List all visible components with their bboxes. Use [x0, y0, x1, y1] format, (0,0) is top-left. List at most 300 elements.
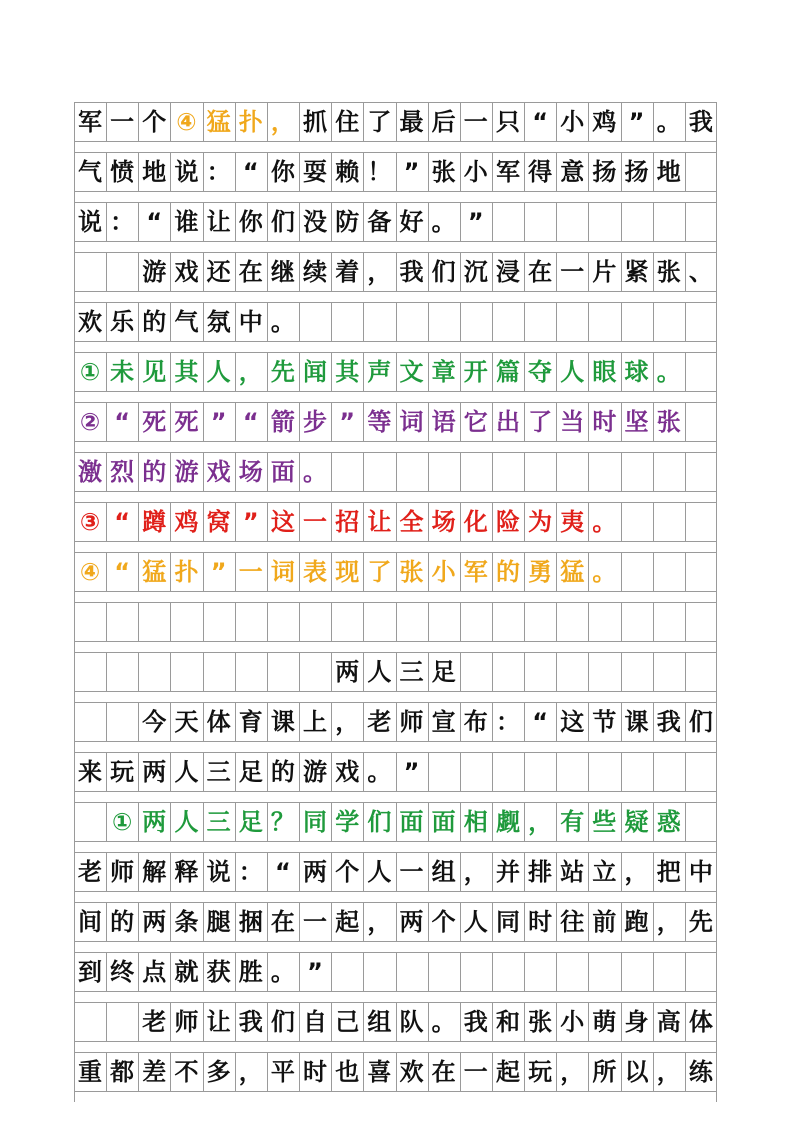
grid-character: 的	[270, 758, 295, 786]
grid-character: 的	[110, 908, 135, 936]
grid-character: 两	[335, 658, 360, 686]
grid-character: 些	[592, 808, 617, 836]
grid-character: 死	[174, 408, 199, 436]
grid-character: ，	[335, 708, 360, 736]
grid-character: 面	[399, 808, 424, 836]
grid-character: 有	[560, 808, 585, 836]
grid-character: 张	[399, 558, 424, 586]
grid-character: 险	[495, 508, 520, 536]
grid-character: 立	[592, 858, 617, 886]
grid-character: 一	[560, 258, 585, 286]
row-spacer	[74, 342, 717, 352]
grid-character: 都	[110, 1058, 135, 1086]
grid-character: 一	[238, 558, 263, 586]
grid-character: 坚	[624, 408, 649, 436]
row-spacer	[74, 992, 717, 1002]
grid-character: 组	[431, 858, 456, 886]
grid-character: 的	[142, 308, 167, 336]
grid-character: 后	[431, 108, 456, 136]
grid-character: 眼	[592, 358, 617, 386]
grid-character: ③	[79, 508, 101, 536]
grid-cells	[74, 602, 717, 642]
grid-character: 们	[270, 208, 295, 236]
grid-character: ②	[79, 408, 101, 436]
grid-character: 差	[142, 1058, 167, 1086]
row-spacer	[74, 892, 717, 902]
grid-character: 三	[399, 658, 424, 686]
grid-character: 跑	[624, 908, 649, 936]
grid-character: 这	[270, 508, 295, 536]
grid-character: 气	[78, 158, 102, 186]
grid-character: 两	[399, 908, 424, 936]
grid-character: 体	[206, 708, 231, 736]
grid-character: ？	[270, 808, 295, 836]
grid-character: 捆	[238, 908, 263, 936]
grid-character: 一	[399, 858, 424, 886]
grid-character: 游	[174, 458, 199, 486]
grid-character: ”	[210, 408, 227, 436]
grid-character: 释	[174, 858, 199, 886]
grid-character: 闻	[303, 358, 328, 386]
grid-character: 好	[399, 208, 424, 236]
row-spacer	[74, 242, 717, 252]
grid-character: 了	[367, 558, 392, 586]
row-spacer	[74, 642, 717, 652]
grid-character: 文	[399, 358, 424, 386]
grid-character: 篇	[495, 358, 520, 386]
grid-character: 到	[78, 958, 102, 986]
grid-character: “	[242, 158, 259, 186]
grid-character: 老	[78, 858, 102, 886]
grid-character: 窝	[206, 508, 231, 536]
grid-character: 欢	[399, 1058, 424, 1086]
grid-character: 布	[463, 708, 488, 736]
grid-character: 着	[335, 258, 360, 286]
grid-character: 章	[431, 358, 456, 386]
grid-character: 乐	[110, 308, 135, 336]
grid-character: 一	[303, 908, 328, 936]
grid-character: 两	[142, 908, 167, 936]
grid-character: 步	[303, 408, 328, 436]
grid-character: ，	[238, 1058, 263, 1086]
grid-character: 张	[656, 258, 681, 286]
grid-character: ”	[242, 508, 259, 536]
grid-character: 足	[238, 758, 263, 786]
grid-character: 猛	[206, 108, 231, 136]
grid-character: 人	[463, 908, 488, 936]
grid-character: 片	[592, 258, 617, 286]
grid-character: 、	[688, 258, 713, 286]
grid-character: 蹲	[142, 508, 167, 536]
grid-character: 平	[270, 1058, 295, 1086]
grid-character: 。	[656, 108, 681, 136]
grid-row	[74, 1002, 717, 1052]
grid-character: 愤	[110, 158, 135, 186]
grid-character: ：	[110, 208, 135, 236]
grid-row	[74, 1052, 717, 1102]
grid-row	[74, 252, 717, 302]
row-spacer	[74, 542, 717, 552]
grid-character: ，	[238, 358, 263, 386]
grid-character: 开	[463, 358, 488, 386]
grid-character: 喜	[367, 1058, 392, 1086]
grid-character: ！	[367, 158, 392, 186]
grid-character: 前	[592, 908, 617, 936]
grid-character: 高	[656, 1008, 681, 1036]
grid-character: 扬	[624, 158, 649, 186]
row-spacer	[74, 592, 717, 602]
grid-character: 扬	[592, 158, 617, 186]
grid-character: 出	[495, 408, 520, 436]
row-spacer	[74, 492, 717, 502]
grid-character: 们	[367, 808, 392, 836]
grid-character: 师	[399, 708, 424, 736]
row-spacer	[74, 842, 717, 852]
grid-character: 多	[206, 1058, 231, 1086]
grid-character: 张	[431, 158, 456, 186]
grid-character: ，	[624, 858, 649, 886]
grid-character: 招	[335, 508, 360, 536]
grid-character: 游	[303, 758, 328, 786]
grid-character: 猛	[142, 558, 167, 586]
grid-character: 军	[78, 108, 102, 136]
grid-character: 烈	[110, 458, 135, 486]
grid-character: 育	[238, 708, 263, 736]
grid-character: 一	[463, 1058, 488, 1086]
grid-row	[74, 452, 717, 502]
grid-character: 中	[238, 308, 263, 336]
grid-character: 上	[303, 708, 328, 736]
grid-character: 见	[142, 358, 167, 386]
grid-character: 我	[463, 1008, 488, 1036]
grid-character: “	[114, 508, 131, 536]
row-spacer	[74, 192, 717, 202]
grid-character: 所	[592, 1058, 617, 1086]
grid-character: 猛	[560, 558, 585, 586]
manuscript-grid-paper	[74, 102, 717, 1100]
grid-character: 其	[335, 358, 360, 386]
grid-character: 在	[270, 908, 295, 936]
grid-character: 球	[624, 358, 649, 386]
grid-character: 两	[142, 758, 167, 786]
grid-character: 表	[303, 558, 328, 586]
grid-character: ，	[367, 258, 392, 286]
grid-character: 两	[142, 808, 167, 836]
grid-character: 没	[303, 208, 328, 236]
row-spacer	[74, 792, 717, 802]
grid-character: 鸡	[174, 508, 199, 536]
grid-character: 天	[174, 708, 199, 736]
grid-character: 间	[78, 908, 102, 936]
grid-character: 了	[367, 108, 392, 136]
grid-character: ，	[656, 1058, 681, 1086]
grid-character: 。	[303, 458, 328, 486]
grid-character: 我	[656, 708, 681, 736]
grid-character: “	[242, 408, 259, 436]
grid-character: 往	[560, 908, 585, 936]
grid-row	[74, 102, 717, 152]
grid-character: 终	[110, 958, 135, 986]
grid-character: 条	[174, 908, 199, 936]
grid-character: 己	[335, 1008, 360, 1036]
grid-character: 让	[367, 508, 392, 536]
grid-character: 也	[335, 1058, 360, 1086]
grid-character: 等	[367, 408, 392, 436]
grid-character: ：	[206, 158, 231, 186]
grid-character: 全	[399, 508, 424, 536]
grid-character: 在	[528, 258, 553, 286]
grid-character: 现	[335, 558, 360, 586]
grid-row	[74, 852, 717, 902]
grid-character: 们	[270, 1008, 295, 1036]
grid-character: 这	[560, 708, 585, 736]
grid-character: 老	[367, 708, 392, 736]
grid-character: 了	[528, 408, 553, 436]
grid-character: 三	[206, 808, 231, 836]
grid-character: ，	[463, 858, 488, 886]
grid-character: 玩	[110, 758, 135, 786]
grid-character: “	[146, 208, 163, 236]
grid-character: 你	[270, 158, 295, 186]
grid-character: 夺	[528, 358, 553, 386]
grid-character: 相	[463, 808, 488, 836]
grid-character: ”	[628, 108, 645, 136]
grid-character: 戏	[335, 758, 360, 786]
grid-character: 排	[528, 858, 553, 886]
row-spacer	[74, 942, 717, 952]
grid-row	[74, 302, 717, 352]
grid-character: 获	[206, 958, 231, 986]
grid-character: ”	[403, 758, 420, 786]
grid-character: 把	[656, 858, 681, 886]
grid-character: 小	[431, 558, 456, 586]
grid-character: ”	[339, 408, 356, 436]
grid-character: 一	[303, 508, 328, 536]
grid-character: ：	[495, 708, 520, 736]
grid-character: 节	[592, 708, 617, 736]
grid-row	[74, 352, 717, 402]
row-spacer	[74, 692, 717, 702]
grid-character: 备	[367, 208, 392, 236]
grid-character: 师	[110, 858, 135, 886]
grid-character: 赖	[335, 158, 360, 186]
grid-character: 还	[206, 258, 231, 286]
grid-character: 点	[142, 958, 167, 986]
grid-character: 说	[174, 158, 199, 186]
grid-character: 们	[431, 258, 456, 286]
grid-character: 张	[656, 408, 681, 436]
grid-character: 一	[463, 108, 488, 136]
grid-character: 练	[688, 1058, 713, 1086]
grid-character: 让	[206, 1008, 231, 1036]
grid-character: 我	[238, 1008, 263, 1036]
grid-character: 。	[431, 208, 456, 236]
grid-character: 续	[303, 258, 328, 286]
grid-character: 让	[206, 208, 231, 236]
row-spacer	[74, 442, 717, 452]
grid-character: 时	[592, 408, 617, 436]
grid-character: 自	[303, 1008, 328, 1036]
grid-character: 地	[656, 158, 681, 186]
grid-character: 解	[142, 858, 167, 886]
grid-character: 在	[238, 258, 263, 286]
grid-character: 说	[206, 858, 231, 886]
grid-character: 的	[495, 558, 520, 586]
grid-character: 起	[335, 908, 360, 936]
grid-character: 腿	[206, 908, 231, 936]
grid-character: 来	[78, 758, 102, 786]
grid-character: 最	[399, 108, 424, 136]
grid-character: 体	[688, 1008, 713, 1036]
grid-character: “	[114, 408, 131, 436]
grid-character: 人	[560, 358, 585, 386]
grid-character: 玩	[528, 1058, 553, 1086]
grid-row	[74, 502, 717, 552]
grid-character: 课	[270, 708, 295, 736]
grid-character: 先	[688, 908, 713, 936]
grid-character: 队	[399, 1008, 424, 1036]
grid-character: 我	[688, 108, 713, 136]
grid-character: 老	[142, 1008, 167, 1036]
grid-character: 词	[399, 408, 424, 436]
grid-character: 疑	[624, 808, 649, 836]
grid-character: ，	[656, 908, 681, 936]
grid-character: ①	[111, 808, 133, 836]
grid-character: ”	[403, 158, 420, 186]
grid-row	[74, 702, 717, 752]
grid-row	[74, 952, 717, 1002]
grid-character: 萌	[592, 1008, 617, 1036]
grid-character: 沉	[463, 258, 488, 286]
grid-character: 军	[463, 558, 488, 586]
grid-character: 组	[367, 1008, 392, 1036]
grid-character: 耍	[303, 158, 328, 186]
grid-character: 扑	[174, 558, 199, 586]
grid-character: 以	[624, 1058, 649, 1086]
grid-character: “	[532, 108, 548, 136]
grid-character: 在	[431, 1058, 456, 1086]
grid-character: 就	[174, 958, 199, 986]
grid-character: 一	[110, 108, 135, 136]
grid-character: 鸡	[592, 108, 617, 136]
grid-character: 游	[142, 258, 167, 286]
grid-character: 人	[367, 658, 392, 686]
grid-character: 并	[495, 858, 520, 886]
grid-character: 。	[270, 308, 295, 336]
grid-character: 人	[174, 758, 199, 786]
grid-character: 同	[495, 908, 520, 936]
grid-character: 住	[335, 108, 360, 136]
grid-character: 继	[270, 258, 295, 286]
grid-character: 夷	[560, 508, 585, 536]
grid-character: ，	[270, 108, 295, 136]
grid-character: 今	[142, 708, 167, 736]
grid-character: 小	[560, 108, 585, 136]
grid-row	[74, 202, 717, 252]
grid-character: 词	[270, 558, 295, 586]
grid-character: ”	[210, 558, 227, 586]
grid-character: ：	[238, 858, 263, 886]
grid-character: 面	[270, 458, 295, 486]
grid-character: 氛	[206, 308, 231, 336]
grid-character: 激	[78, 458, 102, 486]
grid-character: 得	[528, 158, 553, 186]
grid-row	[74, 802, 717, 852]
row-spacer	[74, 392, 717, 402]
grid-character: 重	[78, 1058, 102, 1086]
grid-character: ”	[307, 958, 323, 986]
grid-character: 时	[528, 908, 553, 936]
grid-character: “	[275, 858, 291, 886]
grid-character: 其	[174, 358, 199, 386]
grid-row	[74, 152, 717, 202]
grid-character: 只	[495, 108, 520, 136]
grid-character: 你	[238, 208, 263, 236]
grid-character: 身	[624, 1008, 649, 1036]
grid-character: 紧	[624, 258, 649, 286]
grid-character: 地	[142, 158, 167, 186]
grid-character: 张	[528, 1008, 553, 1036]
grid-row	[74, 602, 717, 652]
grid-character: 站	[560, 858, 585, 886]
grid-character: 的	[142, 458, 167, 486]
grid-character: 面	[431, 808, 456, 836]
grid-character: 。	[592, 558, 617, 586]
grid-character: 足	[238, 808, 263, 836]
grid-character: ④	[176, 108, 197, 136]
grid-character: 扑	[238, 108, 263, 136]
grid-character: 胜	[238, 958, 263, 986]
grid-character: 足	[431, 658, 456, 686]
row-spacer	[74, 742, 717, 752]
grid-character: 个	[431, 908, 456, 936]
grid-character: 气	[174, 308, 199, 336]
grid-character: 学	[335, 808, 360, 836]
grid-character: 死	[142, 408, 167, 436]
grid-character: 和	[495, 1008, 520, 1036]
grid-character: 课	[624, 708, 649, 736]
row-spacer	[74, 1092, 717, 1102]
grid-character: 戏	[206, 458, 231, 486]
grid-character: “	[532, 708, 548, 736]
grid-character: 场	[238, 458, 263, 486]
grid-character: 勇	[528, 558, 553, 586]
grid-character: 欢	[78, 308, 102, 336]
grid-character: 先	[270, 358, 295, 386]
grid-character: ，	[367, 908, 392, 936]
grid-character: 小	[463, 158, 488, 186]
grid-character: “	[114, 558, 131, 586]
grid-character: 人	[367, 858, 392, 886]
grid-character: 。	[656, 358, 681, 386]
grid-character: 语	[431, 408, 456, 436]
grid-character: 戏	[174, 258, 199, 286]
grid-character: 起	[495, 1058, 520, 1086]
grid-character: ④	[79, 558, 101, 586]
grid-character: 谁	[174, 208, 199, 236]
grid-character: 人	[206, 358, 231, 386]
grid-row	[74, 402, 717, 452]
grid-character: 同	[303, 808, 328, 836]
grid-character: 。	[270, 958, 295, 986]
grid-character: 个	[335, 858, 360, 886]
grid-character: 个	[142, 108, 167, 136]
grid-character: 箭	[270, 408, 295, 436]
grid-character: 说	[78, 208, 102, 236]
grid-character: 军	[495, 158, 520, 186]
grid-character: 场	[431, 508, 456, 536]
grid-row	[74, 552, 717, 602]
